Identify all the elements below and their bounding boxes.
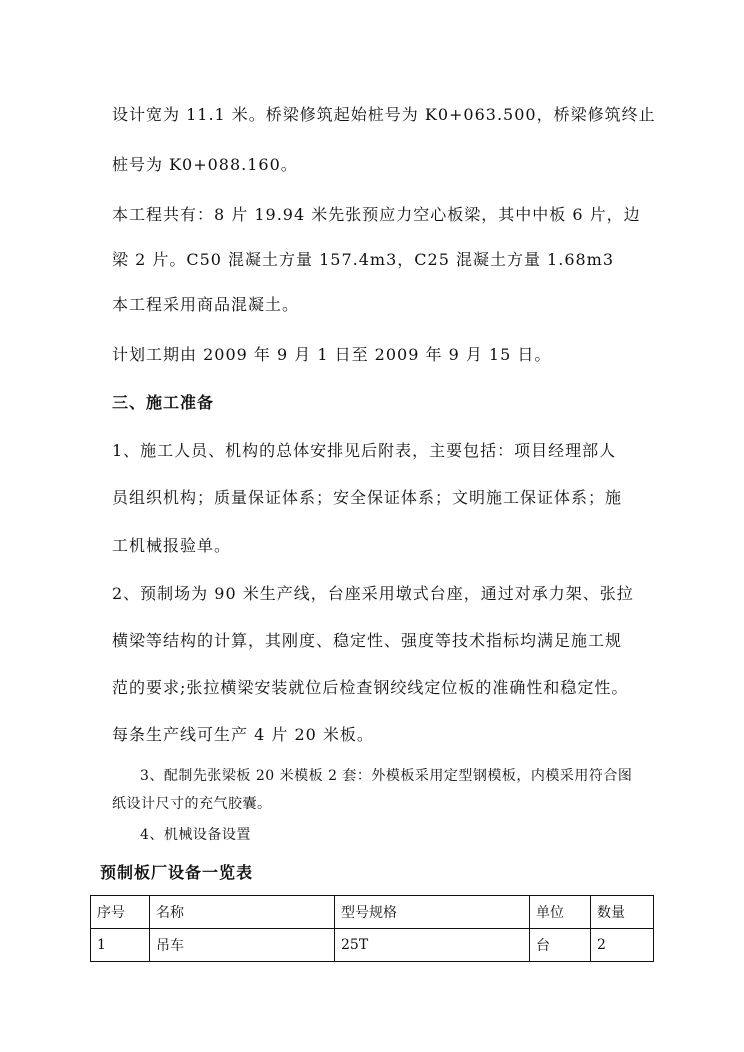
paragraph-line: 横梁等结构的计算，其刚度、稳定性、强度等技术指标均满足施工规 xyxy=(112,631,623,650)
paragraph-line: 3、配制先张梁板 20 米模板 2 套：外模板采用定型钢模板，内模采用符合图 xyxy=(140,768,633,784)
section-heading: 三、施工准备 xyxy=(112,393,215,412)
paragraph-line: 本工程采用商品混凝土。 xyxy=(112,295,300,314)
paragraph-line: 设计宽为 11.1 米。桥梁修筑起始桩号为 K0+063.500，桥梁修筑终止 xyxy=(112,105,656,124)
paragraph-line: 梁 2 片。C50 混凝土方量 157.4m3，C25 混凝土方量 1.68m3 xyxy=(112,250,615,269)
paragraph-line: 员组织机构；质量保证体系；安全保证体系；文明施工保证体系；施 xyxy=(112,488,623,507)
paragraph-line: 1、施工人员、机构的总体安排见后附表，主要包括：项目经理部人 xyxy=(112,441,617,460)
equipment-table xyxy=(90,895,654,962)
paragraph-line: 每条生产线可生产 4 片 20 米板。 xyxy=(112,725,374,744)
table-row xyxy=(91,929,654,962)
header-cell-unit: 单位 xyxy=(530,896,591,929)
cell-name: 吊车 xyxy=(150,929,335,962)
paragraph-line: 计划工期由 2009 年 9 月 1 日至 2009 年 9 月 15 日。 xyxy=(112,345,552,364)
paragraph-line: 纸设计尺寸的充气胶囊。 xyxy=(112,796,272,812)
header-cell-spec: 型号规格 xyxy=(335,896,530,929)
cell-index: 1 xyxy=(91,929,150,962)
header-cell-name: 名称 xyxy=(150,896,335,929)
paragraph-line: 工机械报验单。 xyxy=(112,536,232,555)
paragraph-line: 本工程共有：8 片 19.94 米先张预应力空心板梁，其中中板 6 片，边 xyxy=(112,205,641,224)
cell-spec: 25T xyxy=(335,929,530,962)
paragraph-line: 范的要求;张拉横梁安装就位后检查钢绞线定位板的准确性和稳定性。 xyxy=(112,678,629,697)
header-cell-index: 序号 xyxy=(91,896,150,929)
paragraph-line: 4、机械设备设置 xyxy=(140,827,251,843)
table-header-row xyxy=(91,896,654,929)
table-title: 预制板厂设备一览表 xyxy=(100,863,254,882)
cell-unit: 台 xyxy=(530,929,591,962)
header-cell-quantity: 数量 xyxy=(591,896,654,929)
paragraph-line: 桩号为 K0+088.160。 xyxy=(112,155,298,174)
cell-quantity: 2 xyxy=(591,929,654,962)
paragraph-line: 2、预制场为 90 米生产线，台座采用墩式台座，通过对承力架、张拉 xyxy=(112,584,634,603)
